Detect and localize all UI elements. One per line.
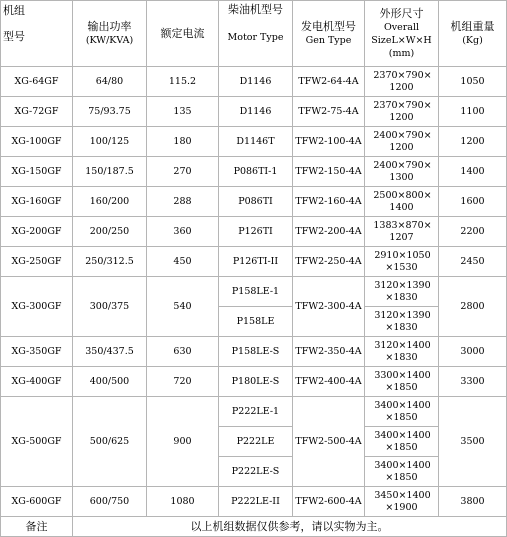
size-line1: 3120×1390 — [374, 309, 431, 321]
cell-model: XG-300GF — [1, 277, 73, 337]
cell-current: 630 — [147, 337, 219, 367]
header-unit-line1: 机组 — [3, 4, 25, 17]
header-power-line1: 输出功率 — [87, 20, 132, 33]
size-line2: 1207 — [389, 231, 414, 243]
header-output-power — [73, 1, 147, 67]
cell-model: XG-400GF — [1, 367, 73, 397]
cell-size — [365, 217, 439, 247]
header-gen-line1: 发电机型号 — [301, 20, 356, 33]
cell-power: 160/200 — [73, 187, 147, 217]
cell-engine: P126TI-II — [219, 247, 293, 277]
cell-size — [365, 367, 439, 397]
cell-generator: TFW2-350-4A — [293, 337, 365, 367]
table-row — [1, 367, 507, 397]
cell-model: XG-600GF — [1, 487, 73, 517]
size-line2: 1300 — [389, 171, 414, 183]
table-row — [1, 217, 507, 247]
cell-model: XG-160GF — [1, 187, 73, 217]
cell-power: 75/93.75 — [73, 97, 147, 127]
cell-power: 300/375 — [73, 277, 147, 337]
cell-model: XG-500GF — [1, 397, 73, 487]
header-overall-size — [365, 1, 439, 67]
header-size-line3: SizeL×W×H — [371, 35, 432, 46]
cell-engine: P222LE-II — [219, 487, 293, 517]
header-engine-line2: Motor Type — [227, 32, 284, 43]
cell-generator: TFW2-75-4A — [293, 97, 365, 127]
size-line2: ×1830 — [385, 291, 418, 303]
header-weight-line1: 机组重量 — [450, 20, 495, 33]
size-line2: 1400 — [389, 201, 414, 213]
size-line1: 2400×790× — [373, 129, 432, 141]
header-generator-model — [293, 1, 365, 67]
cell-power: 200/250 — [73, 217, 147, 247]
cell-model: XG-100GF — [1, 127, 73, 157]
size-line2: 1200 — [389, 81, 414, 93]
cell-weight: 1600 — [439, 187, 507, 217]
size-line1: 3450×1400 — [374, 489, 431, 501]
size-line2: 1200 — [389, 111, 414, 123]
cell-model: XG-250GF — [1, 247, 73, 277]
cell-generator: TFW2-250-4A — [293, 247, 365, 277]
cell-engine: P222LE-S — [219, 457, 293, 487]
size-line2: ×1850 — [385, 441, 418, 453]
table-row — [1, 247, 507, 277]
cell-weight: 2800 — [439, 277, 507, 337]
size-line1: 2910×1050 — [374, 249, 431, 261]
cell-weight: 2450 — [439, 247, 507, 277]
cell-current: 180 — [147, 127, 219, 157]
cell-weight: 3800 — [439, 487, 507, 517]
cell-current: 450 — [147, 247, 219, 277]
cell-power: 100/125 — [73, 127, 147, 157]
cell-model: XG-72GF — [1, 97, 73, 127]
cell-size — [365, 487, 439, 517]
cell-generator: TFW2-400-4A — [293, 367, 365, 397]
size-line1: 3300×1400 — [374, 369, 431, 381]
size-line2: ×1830 — [385, 351, 418, 363]
size-line1: 3400×1400 — [374, 459, 431, 471]
cell-generator: TFW2-150-4A — [293, 157, 365, 187]
cell-size — [365, 397, 439, 427]
cell-size — [365, 187, 439, 217]
cell-power: 500/625 — [73, 397, 147, 487]
header-engine-line1: 柴油机型号 — [228, 3, 283, 16]
cell-power: 250/312.5 — [73, 247, 147, 277]
size-line1: 2400×790× — [373, 159, 432, 171]
size-line2: ×1530 — [385, 261, 418, 273]
cell-engine: P086TI-1 — [219, 157, 293, 187]
cell-engine: P180LE-S — [219, 367, 293, 397]
header-row — [1, 1, 507, 67]
size-line2: ×1850 — [385, 411, 418, 423]
cell-generator: TFW2-600-4A — [293, 487, 365, 517]
cell-model: XG-150GF — [1, 157, 73, 187]
header-unit-model — [1, 1, 73, 67]
cell-generator: TFW2-100-4A — [293, 127, 365, 157]
cell-power: 350/437.5 — [73, 337, 147, 367]
cell-engine: P158LE-1 — [219, 277, 293, 307]
size-line2: ×1850 — [385, 471, 418, 483]
cell-power: 64/80 — [73, 67, 147, 97]
table-row — [1, 277, 507, 307]
footer-note: 以上机组数据仅供参考，请以实物为主。 — [73, 517, 507, 537]
size-line1: 2500×800× — [373, 189, 432, 201]
cell-size — [365, 247, 439, 277]
header-current-label: 额定电流 — [160, 26, 205, 40]
cell-engine: P158LE — [219, 307, 293, 337]
cell-generator: TFW2-64-4A — [293, 67, 365, 97]
cell-current: 540 — [147, 277, 219, 337]
cell-weight: 3000 — [439, 337, 507, 367]
header-size-line4: (mm) — [388, 48, 415, 59]
footer-label: 备注 — [1, 517, 73, 537]
header-unit-weight — [439, 1, 507, 67]
size-line1: 3400×1400 — [374, 429, 431, 441]
cell-current: 270 — [147, 157, 219, 187]
cell-engine: P158LE-S — [219, 337, 293, 367]
table-row — [1, 337, 507, 367]
cell-engine: D1146T — [219, 127, 293, 157]
header-rated-current — [147, 1, 219, 67]
cell-size — [365, 307, 439, 337]
cell-size — [365, 427, 439, 457]
cell-size — [365, 97, 439, 127]
size-line1: 3400×1400 — [374, 399, 431, 411]
table-row — [1, 157, 507, 187]
cell-weight: 3300 — [439, 367, 507, 397]
table-row — [1, 67, 507, 97]
cell-power: 400/500 — [73, 367, 147, 397]
cell-weight: 1050 — [439, 67, 507, 97]
table-row — [1, 487, 507, 517]
cell-current: 720 — [147, 367, 219, 397]
cell-current: 900 — [147, 397, 219, 487]
header-engine-model — [219, 1, 293, 67]
cell-engine: P222LE — [219, 427, 293, 457]
cell-engine: P222LE-1 — [219, 397, 293, 427]
cell-engine: D1146 — [219, 67, 293, 97]
cell-generator: TFW2-500-4A — [293, 397, 365, 487]
cell-size — [365, 67, 439, 97]
cell-generator: TFW2-300-4A — [293, 277, 365, 337]
cell-engine: P126TI — [219, 217, 293, 247]
size-line1: 2370×790× — [373, 99, 432, 111]
cell-current: 115.2 — [147, 67, 219, 97]
size-line2: ×1850 — [385, 381, 418, 393]
header-power-line2: (KW/KVA) — [85, 35, 134, 46]
header-size-line2: Overall — [383, 22, 420, 33]
cell-power: 150/187.5 — [73, 157, 147, 187]
cell-size — [365, 337, 439, 367]
cell-engine: P086TI — [219, 187, 293, 217]
size-line1: 3120×1400 — [374, 339, 431, 351]
size-line2: 1200 — [389, 141, 414, 153]
cell-size — [365, 277, 439, 307]
table-row — [1, 187, 507, 217]
cell-current: 288 — [147, 187, 219, 217]
cell-current: 135 — [147, 97, 219, 127]
cell-weight: 2200 — [439, 217, 507, 247]
header-weight-line2: (Kg) — [462, 35, 483, 46]
cell-size — [365, 457, 439, 487]
table-row — [1, 127, 507, 157]
header-gen-line2: Gen Type — [305, 35, 352, 46]
cell-generator: TFW2-200-4A — [293, 217, 365, 247]
footer-row — [1, 517, 507, 537]
size-line2: ×1900 — [385, 501, 418, 513]
cell-weight: 1400 — [439, 157, 507, 187]
size-line1: 2370×790× — [373, 69, 432, 81]
header-size-line1: 外形尺寸 — [379, 7, 424, 20]
cell-power: 600/750 — [73, 487, 147, 517]
table-row — [1, 97, 507, 127]
cell-weight: 3500 — [439, 397, 507, 487]
size-line1: 1383×870× — [373, 219, 432, 231]
cell-size — [365, 157, 439, 187]
cell-generator: TFW2-160-4A — [293, 187, 365, 217]
cell-size — [365, 127, 439, 157]
cell-engine: D1146 — [219, 97, 293, 127]
size-line1: 3120×1390 — [374, 279, 431, 291]
table-row — [1, 397, 507, 427]
cell-weight: 1200 — [439, 127, 507, 157]
cell-current: 360 — [147, 217, 219, 247]
cell-weight: 1100 — [439, 97, 507, 127]
cell-model: XG-200GF — [1, 217, 73, 247]
cell-model: XG-350GF — [1, 337, 73, 367]
cell-current: 1080 — [147, 487, 219, 517]
cell-model: XG-64GF — [1, 67, 73, 97]
header-unit-line2: 型号 — [3, 30, 25, 43]
size-line2: ×1830 — [385, 321, 418, 333]
